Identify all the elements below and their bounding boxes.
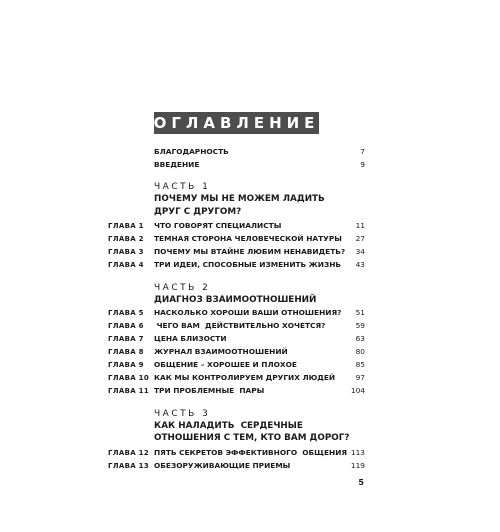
toc-entry-page: 85: [355, 360, 365, 369]
toc-entry-page: 34: [355, 247, 365, 256]
toc-entry[interactable]: [0, 333, 500, 345]
chapter-label: ГЛАВА 6: [108, 322, 144, 330]
chapter-label: ГЛАВА 3: [108, 248, 144, 256]
toc-entry[interactable]: [0, 220, 500, 232]
part-title-line: ПОЧЕМУ МЫ НЕ МОЖЕМ ЛАДИТЬ: [154, 194, 325, 204]
toc-entry-page: 59: [355, 321, 365, 330]
toc-entry[interactable]: [0, 246, 500, 258]
toc-entry[interactable]: [0, 385, 500, 397]
chapter-label: ГЛАВА 11: [108, 387, 150, 395]
toc-entry[interactable]: [0, 307, 500, 319]
toc-entry[interactable]: [0, 447, 500, 459]
toc-entry-title: ОБЩЕНИЕ – ХОРОШЕЕ И ПЛОХОЕ: [154, 360, 297, 369]
chapter-label: ГЛАВА 4: [108, 261, 144, 269]
part-title-line: ОТНОШЕНИЯ С ТЕМ, КТО ВАМ ДОРОГ?: [154, 433, 350, 443]
chapter-label: ГЛАВА 1: [108, 222, 144, 230]
toc-entry[interactable]: [0, 320, 500, 332]
toc-entry[interactable]: [0, 460, 500, 472]
toc-entry-title: ОБЕЗОРУЖИВАЮЩИЕ ПРИЕМЫ: [154, 461, 291, 470]
part-label: ЧАСТЬ 3: [154, 409, 211, 419]
page-number: 5: [358, 478, 364, 487]
toc-entry-title: ПОЧЕМУ МЫ ВТАЙНЕ ЛЮБИМ НЕНАВИДЕТЬ?: [154, 247, 346, 256]
part-title-line: ДРУГ С ДРУГОМ?: [154, 207, 242, 217]
chapter-label: ГЛАВА 9: [108, 361, 144, 369]
chapter-label: ГЛАВА 5: [108, 309, 144, 317]
toc-entry-title: ТЕМНАЯ СТОРОНА ЧЕЛОВЕЧЕСКОЙ НАТУРЫ: [154, 234, 342, 243]
chapter-label: ГЛАВА 8: [108, 348, 144, 356]
toc-entry[interactable]: [0, 259, 500, 271]
toc-entry-page: 113: [350, 448, 365, 457]
toc-entry[interactable]: [0, 359, 500, 371]
toc-entry-page: 97: [355, 373, 365, 382]
toc-entry-page: 43: [355, 260, 365, 269]
toc-entry-acknowledgements[interactable]: [0, 146, 500, 158]
toc-entry-title: НАСКОЛЬКО ХОРОШИ ВАШИ ОТНОШЕНИЯ?: [154, 308, 342, 317]
toc-entry-page: 80: [355, 347, 365, 356]
page-title: ОГЛАВЛЕНИЕ: [153, 114, 320, 132]
toc-entry-title: ТРИ ИДЕИ, СПОСОБНЫЕ ИЗМЕНИТЬ ЖИЗНЬ: [154, 260, 342, 269]
toc-entry-page: 7: [360, 147, 365, 156]
toc-entry-title: ЧЕГО ВАМ ДЕЙСТВИТЕЛЬНО ХОЧЕТСЯ?: [154, 321, 326, 330]
toc-entry-page: 104: [350, 386, 365, 395]
toc-entry-page: 51: [355, 308, 365, 317]
chapter-label: ГЛАВА 7: [108, 335, 144, 343]
toc-entry-title: ПЯТЬ СЕКРЕТОВ ЭФФЕКТИВНОГО ОБЩЕНИЯ: [154, 448, 348, 457]
toc-entry-title: ЖУРНАЛ ВЗАИМООТНОШЕНИЙ: [154, 347, 288, 356]
toc-entry[interactable]: [0, 346, 500, 358]
part-label: ЧАСТЬ 2: [154, 283, 211, 293]
toc-entry-page: 63: [355, 334, 365, 343]
toc-entry-introduction[interactable]: [0, 159, 500, 171]
toc-entry-page: 119: [350, 461, 365, 470]
chapter-label: ГЛАВА 12: [108, 449, 150, 457]
toc-entry[interactable]: [0, 372, 500, 384]
toc-entry-title: ЦЕНА БЛИЗОСТИ: [154, 334, 227, 343]
toc-entry-title: БЛАГОДАРНОСТЬ: [154, 147, 229, 156]
toc-entry-title: ТРИ ПРОБЛЕМНЫЕ ПАРЫ: [154, 386, 265, 395]
toc-entry-page: 27: [355, 234, 365, 243]
part-title-line: КАК НАЛАДИТЬ СЕРДЕЧНЫЕ: [154, 421, 303, 431]
chapter-label: ГЛАВА 2: [108, 235, 144, 243]
chapter-label: ГЛАВА 10: [108, 374, 150, 382]
toc-entry-page: 11: [355, 221, 365, 230]
toc-entry-title: ВВЕДЕНИЕ: [154, 160, 200, 169]
toc-entry-page: 9: [360, 160, 365, 169]
toc-entry[interactable]: [0, 233, 500, 245]
part-title-line: ДИАГНОЗ ВЗАИМООТНОШЕНИЙ: [154, 295, 317, 305]
part-label: ЧАСТЬ 1: [154, 182, 211, 192]
toc-entry-title: ЧТО ГОВОРЯТ СПЕЦИАЛИСТЫ: [154, 221, 282, 230]
toc-entry-title: КАК МЫ КОНТРОЛИРУЕМ ДРУГИХ ЛЮДЕЙ: [154, 373, 336, 382]
chapter-label: ГЛАВА 13: [108, 462, 150, 470]
